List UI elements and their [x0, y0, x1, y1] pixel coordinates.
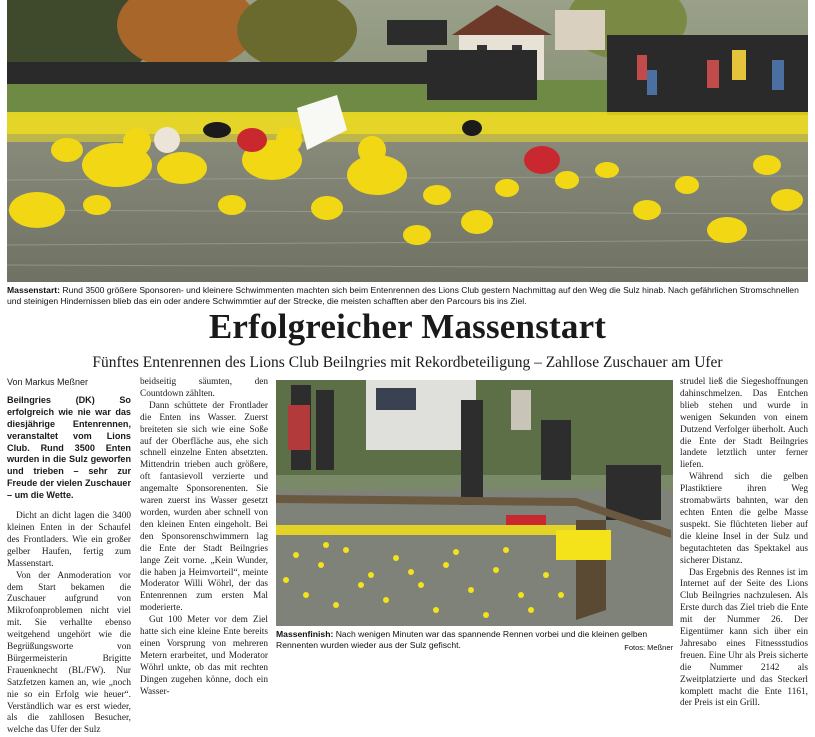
paragraph: Das Ergebnis des Rennes ist im Internet auf der Seite des Lions Club Beilngries nachzulesen. Als Erste durch das Ziel trieb die Ente mit der Nummer 26. Der Eigentümer kann sich über ein Jahresabo eines Fitnessstudios freuen. Eine Uhr als Preis sicherte die Nummer 2142 als Zweitplatzierte und das Steckerl komplett macht die Ente 1161, der Preis ist ein Grill. [680, 567, 808, 709]
finish-photo [276, 380, 673, 626]
article-column-1 [7, 377, 131, 737]
paragraph: beidseitig säumten, den Countdown zählten. [140, 377, 268, 399]
paragraph: Dicht an dicht lagen die 3400 kleinen Enten in der Schaufel des Frontladers. Wie ein großer gelber Haufen, fertig zum Massenstart. [7, 511, 131, 569]
author-byline: Von Markus Meßner [7, 377, 89, 387]
duck-race-start-photo [7, 0, 808, 282]
top-photo-caption [7, 285, 807, 307]
duck-race-finish-photo [276, 380, 673, 626]
caption-label: Massenfinish: [276, 629, 334, 639]
caption-text: Nach wenigen Minuten war das spannende Rennen vorbei und die kleinen gelben Rennenten wurden wieder aus der Sulz gefischt. [276, 629, 648, 651]
paragraph: Gut 100 Meter vor dem Ziel hatte sich eine kleine Ente bereits einen Vorsprung von mehreren Metern erarbeitet, und Moderator Wöhrl unkte, ob das mit rechten Dingen zugehen könne, doch ein Wasser- [140, 615, 268, 697]
article-column-4 [680, 377, 808, 710]
paragraph: Dann schüttete der Frontlader die Enten ins Wasser. Zuerst breiteten sie sich wie eine Soße auf der Oberfläche aus, ehe sich schnell einzelne Enten absetzten. Mittendrin trieben auch größere, oft fantasievoll verzierte und angemalte Sponsorenenten. Sie waren zuerst ins Wasser gesetzt worden, wurden aber schnell von den kleinen Enten eingeholt. Bei den Sponsorenschwimmern lag die Ente der Stadt Beilngries lange Zeit vorne. „Kein Wunder, die haben ja Heimvorteil“, meinte Moderator Willi Wöhrl, der das Entenrennen zum ersten Mal moderierte. [140, 400, 268, 614]
lead-paragraph: Beilngries (DK) So erfolgreich wie nie war das diesjährige Entenrennen, veranstaltet vom Lions Club. Rund 3500 Enten wurden in die Sulz geworfen und trieben – sehr zur Freude der vielen Zuschauer – um die Wette. [7, 394, 131, 501]
paragraph: strudel ließ die Siegeshoffnungen dahinschmelzen. Das Entchen blieb stehen und wurde in wenigen Sekunden von einem Dutzend Verfolger überholt. Auch die Ente der Stadt Beilngries landete letztlich unter ferner liefen. [680, 377, 808, 471]
paragraph: Von der Anmoderation vor dem Start bekamen die Zuschauer aufgrund von Mikrofonproblemen nicht viel mit. Sie verhallte ebenso weitgehend ungehört wie die Begrüßungsworte von Bürgermeisterin Brigitte Frauenknecht (BL/FW). Nur Satzfetzen kamen an, wie „noch nie so ein Erfolg wie heuer“. Verständlich war es erst wieder, als die zahllosen Besucher, welche das Ufer der Sulz [7, 570, 131, 736]
subheadline: Fünftes Entenrennen des Lions Club Beilngries mit Rekordbeteiligung – Zahllose Zuschauer am Ufer [92, 354, 723, 371]
photo-credit: Fotos: Meßner [624, 642, 673, 652]
finish-photo-caption [276, 629, 673, 653]
caption-text: Rund 3500 größere Sponsoren- und kleinere Schwimmenten machten sich beim Entenrennen des Lions Club gestern Nachmittag auf den Weg die Sulz hinab. Nach gefährlichen Stromschnellen und steinigen Hindernissen blieb das ein oder andere Schwimmtier auf der Strecke, die meisten schafften aber den Parcours bis ins Ziel. [7, 285, 799, 307]
top-photo [7, 0, 808, 282]
article-column-2 [140, 377, 268, 698]
headline: Erfolgreicher Massenstart [208, 307, 607, 346]
caption-label: Massenstart: [7, 285, 61, 295]
paragraph: Während sich die gelben Plastiktiere ihren Weg stromabwärts bahnten, war den echten Enten die gelbe Masse suspekt. Sie flüchteten lieber auf die kleine Insel in der Sulz und begutachteten das Spektakel aus sicherer Distanz. [680, 472, 808, 566]
